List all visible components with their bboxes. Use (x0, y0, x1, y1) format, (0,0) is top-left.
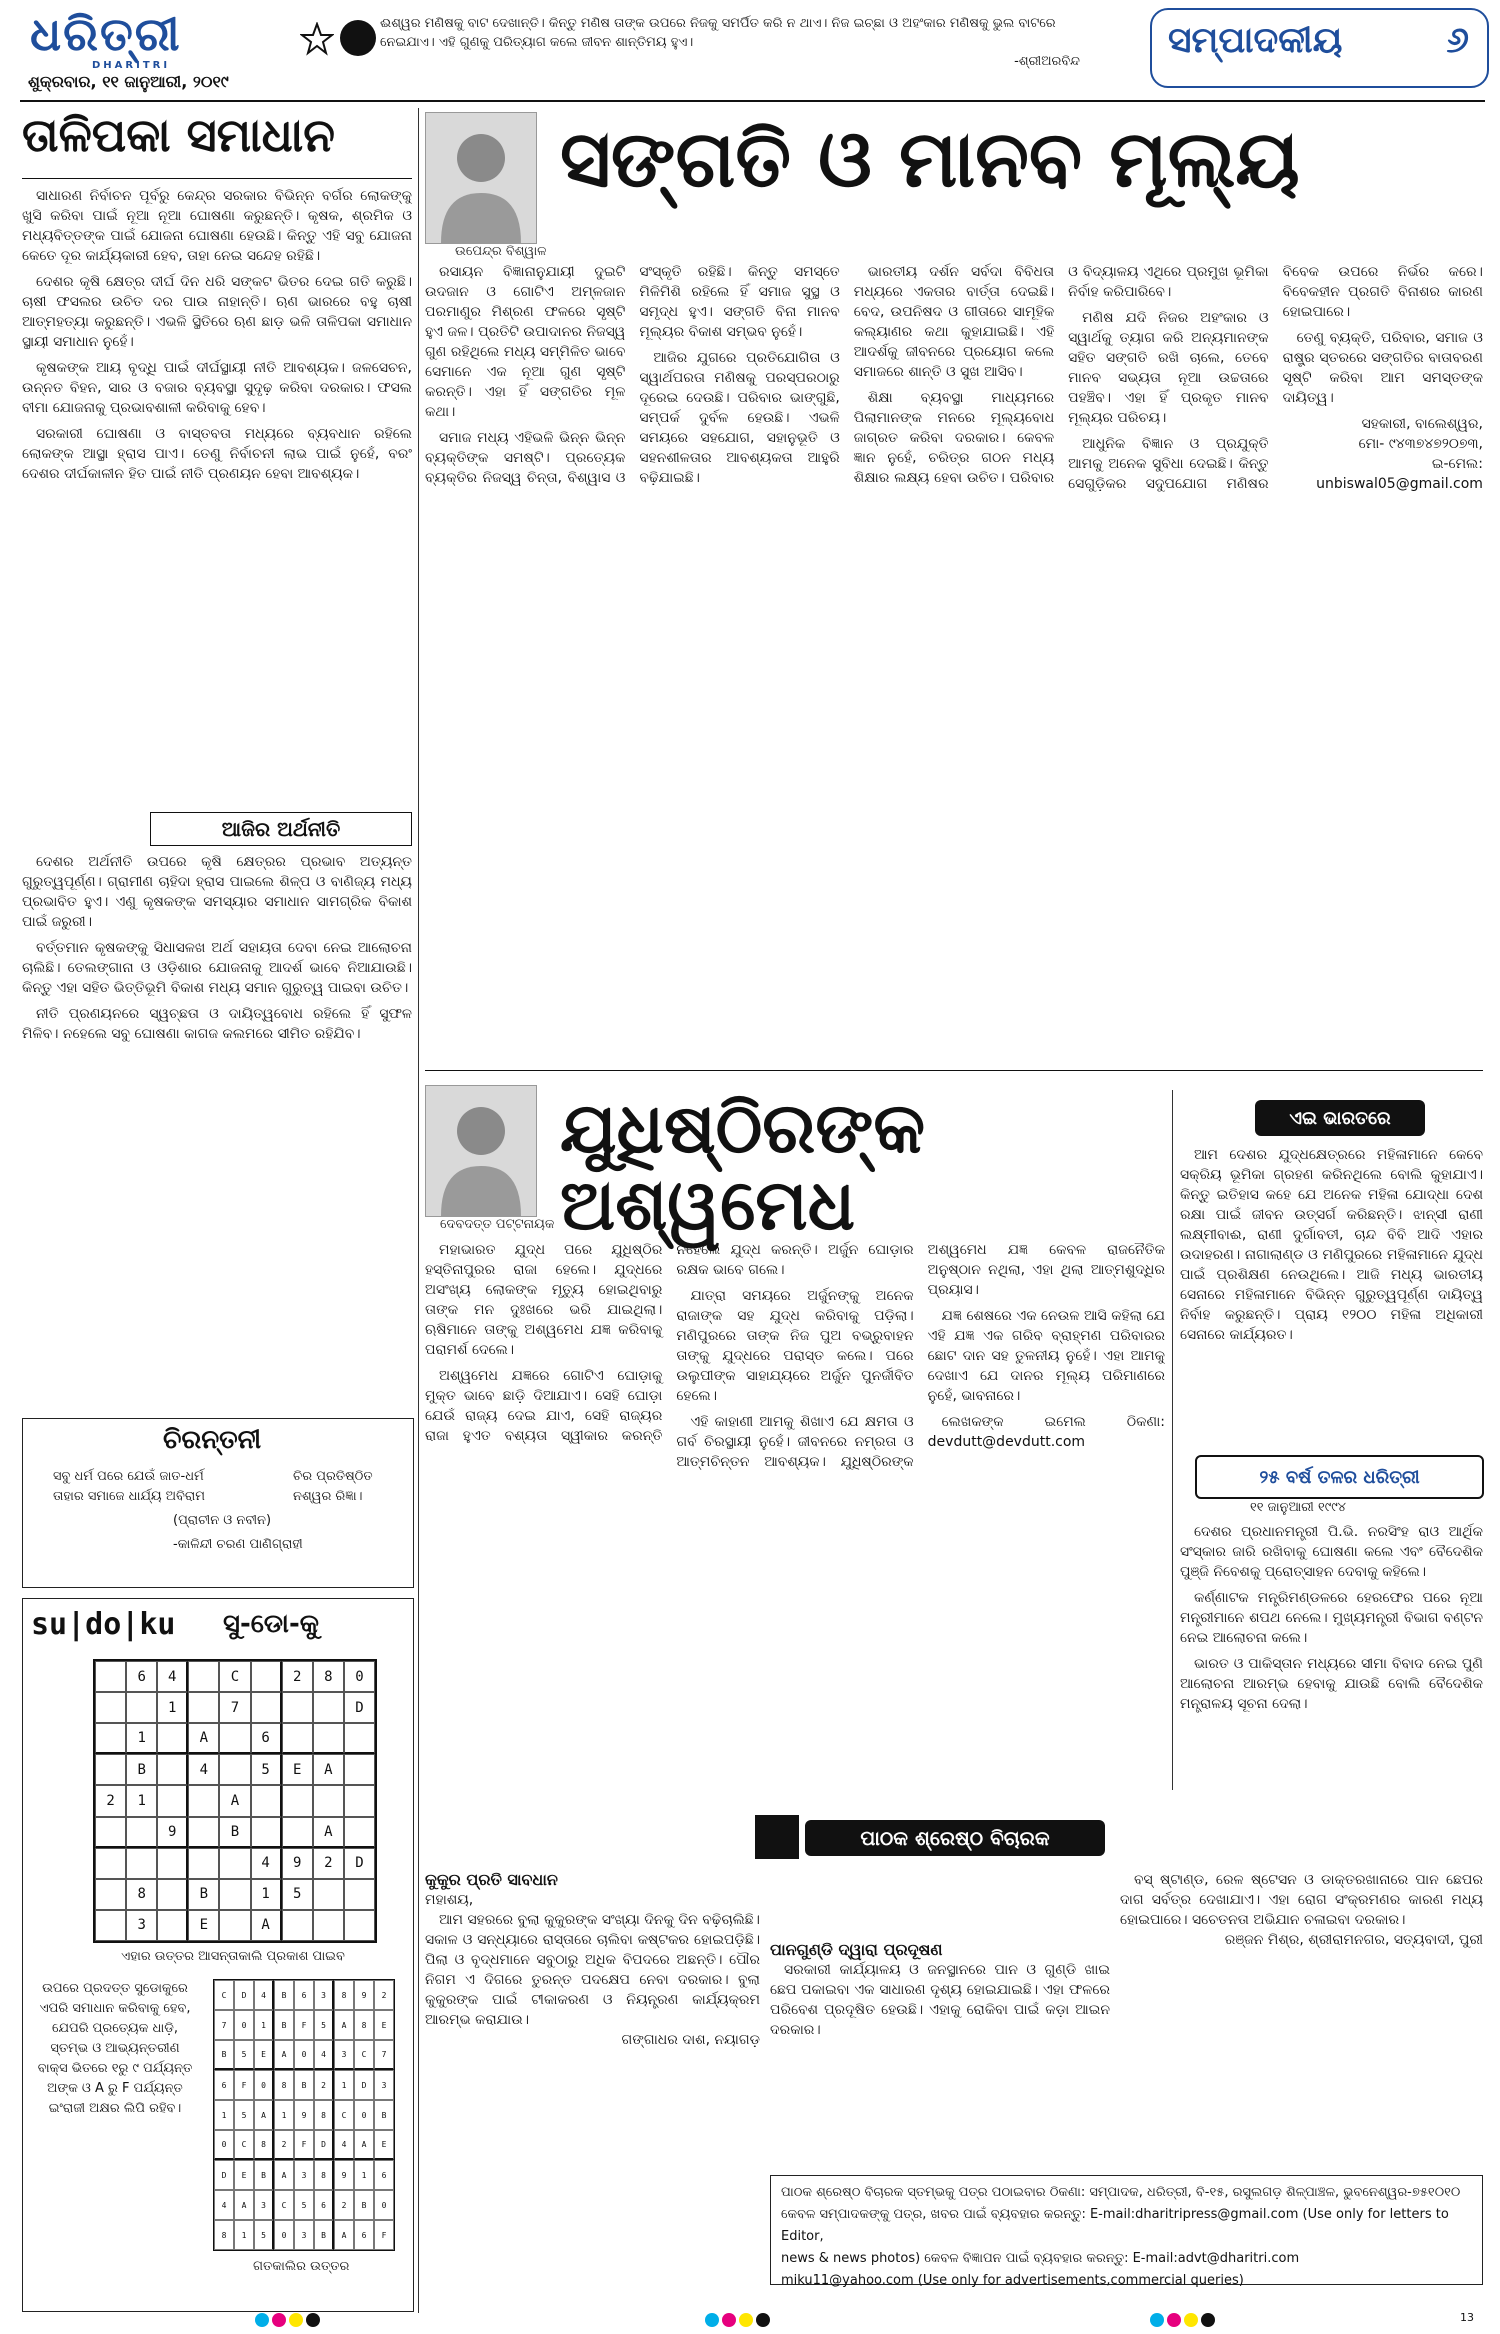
editorial-paragraph: ବର୍ତ୍ତମାନ କୃଷକଙ୍କୁ ସିଧାସଳଖ ଅର୍ଥ ସହାୟତା ଦେବା ନେଇ ଆଲୋଚନା ଚାଲିଛି। ତେଲଙ୍ଗାନା ଓ ଓଡ଼ିଶାର ଯୋଜନାକୁ ଆଦର୍ଶ ଭାବେ ନିଆଯାଉଛି। କିନ୍ତୁ ଏହା ସହିତ ଭିତ୍ତିଭୂମି ବିକାଶ ମଧ୍ୟ ସମାନ ଗୁରୁତ୍ୱ ପାଇବା ଉଚିତ। (22, 940, 412, 996)
sudoku-solution-cell: 8 (254, 2130, 274, 2160)
letter1-body: ଆମ ସହରରେ ବୁଲା କୁକୁରଙ୍କ ସଂଖ୍ୟା ଦିନକୁ ଦିନ ବଢ଼ିଚାଲିଛି। ସକାଳ ଓ ସନ୍ଧ୍ୟାରେ ରାସ୍ତାରେ ଚାଲିବା କଷ୍ଟକର ହୋଇପଡ଼ିଛି। ପିଲା ଓ ବୃଦ୍ଧମାନେ ସବୁଠାରୁ ଅଧିକ ବିପଦରେ ଅଛନ୍ତି। ପୌର ନିଗମ ଏ ଦିଗରେ ତୁରନ୍ତ ପଦକ୍ଷେପ ନେବା ଦରକାର। ବୁଲା କୁକୁରଙ୍କ ପାଇଁ ଟୀକାକରଣ ଓ ନିୟନ୍ତ୍ରଣ କାର୍ଯ୍ୟକ୍ରମ ଆରମ୍ଭ କରାଯାଉ। (425, 1912, 760, 2028)
article2-paragraph: ଯଜ୍ଞ ଶେଷରେ ଏକ ନେଉଳ ଆସି କହିଲା ଯେ ଏହି ଯଜ୍ଞ ଏକ ଗରିବ ବ୍ରାହ୍ମଣ ପରିବାରର ଛୋଟ ଦାନ ସହ ତୁଳନୀୟ ନୁହେଁ। ଏହା ଆମକୁ ଦେଖାଏ ଯେ ଦାନର ମୂଲ୍ୟ ପରିମାଣରେ ନୁହେଁ, ଭାବନାରେ। (927, 1308, 1165, 1404)
sudoku-cell (95, 1817, 126, 1848)
article2-paragraph: ଅଶ୍ୱମେଧ ଯଜ୍ଞରେ ଗୋଟିଏ ଘୋଡ଼ାକୁ ମୁକ୍ତ ଭାବେ ଛାଡ଼ି ଦିଆଯାଏ। ସେହି ଘୋଡ଼ା ଯେଉଁ ରାଜ୍ୟ ଦେଇ ଯାଏ, ସେହି ରାଜ୍ୟର ରାଜା ହୁଏତ ବଶ୍ୟତା ସ୍ୱୀକାର କରନ୍ତି ନହେଲେ ଯୁଦ୍ଧ କରନ୍ତି। ଅର୍ଜୁନ ଘୋଡ଼ାର ରକ୍ଷକ ଭାବେ ଗଲେ। (425, 1242, 914, 1444)
sudoku-solution-cell: A (334, 2010, 354, 2040)
sudoku-solution-cell: 0 (374, 2190, 394, 2220)
sudoku-solution-cell: 5 (254, 2220, 274, 2250)
sudoku-solution-cell: 5 (314, 2010, 334, 2040)
sudoku-cell (282, 1910, 313, 1941)
address-line: କେବଳ ସମ୍ପାଦକଙ୍କୁ ପତ୍ର, ଖବର ପାଇଁ ବ୍ୟବହାର କରନ୍ତୁ: E-mail:dharitripress@gmail.com (Use only for letters to Editor, (781, 2207, 1449, 2244)
magenta-dot-icon (722, 2313, 736, 2327)
section-banner (1150, 8, 1489, 88)
sudoku-solution-cell: 2 (314, 2070, 334, 2100)
sudoku-cell (219, 1754, 250, 1785)
sudoku-cell (95, 1910, 126, 1941)
sudoku-cell (313, 1692, 344, 1723)
sudoku-solution-cell: F (234, 2070, 254, 2100)
sudoku-cell (344, 1754, 375, 1785)
editorial-paragraph: ନୀତି ପ୍ରଣୟନରେ ସ୍ୱଚ୍ଛତା ଓ ଦାୟିତ୍ୱବୋଧ ରହିଲେ ହିଁ ସୁଫଳ ମିଳିବ। ନହେଲେ ସବୁ ଘୋଷଣା କାଗଜ କଲମରେ ସୀମିତ ରହିଯିବ। (22, 1006, 412, 1042)
sudoku-cell (95, 1692, 126, 1723)
sudoku-cell (344, 1817, 375, 1848)
sudoku-solution-cell: D (234, 1980, 254, 2010)
verse-line: ସବୁ ଧର୍ମ ପରେ ଯେଉଁ ଜାତ-ଧର୍ମ (53, 1469, 204, 1484)
sudoku-cell (251, 1692, 282, 1723)
sudoku-solution-cell: 5 (234, 2100, 254, 2130)
anniversary-items (1180, 1522, 1483, 1762)
sudoku-cell: 1 (126, 1785, 157, 1816)
letter3-sign: ରଞ୍ଜନ ମିଶ୍ର, ଶ୍ରୀରାମନଗର, ସତ୍ୟବାଦୀ, ପୁରୀ (1224, 1932, 1483, 1948)
sudoku-cell (157, 1723, 188, 1754)
sudoku-solution-label: ଗତକାଲିର ଉତ୍ତର (253, 2259, 350, 2274)
quote-author: -ଶ୍ରୀଅରବିନ୍ଦ (1014, 54, 1080, 69)
sudoku-solution-cell: 8 (214, 2220, 234, 2250)
sudoku-cell: 9 (282, 1848, 313, 1879)
sudoku-cell: 5 (251, 1754, 282, 1785)
sudoku-solution-cell: 6 (214, 2070, 234, 2100)
sudoku-solution-cell: C (334, 2100, 354, 2130)
sudoku-cell: 3 (126, 1910, 157, 1941)
cyan-dot-icon (705, 2313, 719, 2327)
article1-paragraph: ଭାରତୀୟ ଦର୍ଶନ ସର୍ବଦା ବିବିଧତା ମଧ୍ୟରେ ଏକତାର ବାର୍ତ୍ତା ଦେଇଛି। ବେଦ, ଉପନିଷଦ ଓ ଗୀତାରେ ସାମୂହିକ କଲ୍ୟାଣର କଥା କୁହାଯାଇଛି। ଏହି ଆଦର୍ଶକୁ ଜୀବନରେ ପ୍ରୟୋଗ କଲେ ସମାଜରେ ଶାନ୍ତି ଓ ସୁଖ ଆସିବ। (853, 264, 1055, 380)
sudoku-solution-cell: 7 (374, 2040, 394, 2070)
sudoku-cell (344, 1879, 375, 1910)
sudoku-cell (188, 1785, 219, 1816)
sudoku-cell (95, 1879, 126, 1910)
sudoku-cell (282, 1723, 313, 1754)
sudoku-cell: B (219, 1817, 250, 1848)
anniversary-date: ୧୧ ଜାନୁଆରୀ ୧୯୯୪ (1250, 1500, 1347, 1515)
article1-paragraph: ରସାୟନ ବିଜ୍ଞାନାନୁଯାୟୀ ଦୁଇଟି ଉଦଜାନ ଓ ଗୋଟିଏ ଅମ୍ଳଜାନ ପରମାଣୁର ମିଶ୍ରଣ ଫଳରେ ସୃଷ୍ଟି ହୁଏ ଜଳ। ପ୍ରତିଟି ଉପାଦାନର ନିଜସ୍ୱ ଗୁଣ ରହିଥିଲେ ମଧ୍ୟ ସମ୍ମିଳିତ ଭାବେ ସେମାନେ ଏକ ନୂଆ ଗୁଣ ସୃଷ୍ଟି କରନ୍ତି। ଏହା ହିଁ ସଙ୍ଗତିର ମୂଳ କଥା। (425, 264, 626, 420)
sudoku-cell (157, 1910, 188, 1941)
sudoku-solution-cell: 9 (334, 2160, 354, 2190)
ei-bharat-banner: ଏଇ ଭାରତରେ (1255, 1100, 1425, 1136)
letters-banner: ପାଠକ ଶ୍ରେଷ୍ଠ ବିଚାରକ (805, 1820, 1105, 1856)
sudoku-solution-cell: 5 (234, 2040, 254, 2070)
sudoku-solution-cell: 3 (334, 2040, 354, 2070)
sudoku-cell (157, 1848, 188, 1879)
column-divider (1172, 1090, 1173, 1790)
article1-paragraph: ଶିକ୍ଷା ବ୍ୟବସ୍ଥା ମାଧ୍ୟମରେ ପିଲାମାନଙ୍କ ମନରେ ମୂଲ୍ୟବୋଧ ଜାଗ୍ରତ କରିବା ଦରକାର। କେବଳ ଜ୍ଞାନ ନୁହେଁ, ଚରିତ୍ର ଗଠନ ମଧ୍ୟ ଶିକ୍ଷାର ଲକ୍ଷ୍ୟ ହେବା ଉଚିତ। ପରିବାର ଓ ବିଦ୍ୟାଳୟ ଏଥିରେ ପ୍ରମୁଖ ଭୂମିକା ନିର୍ବାହ କରିପାରିବେ। (853, 264, 1269, 486)
sudoku-cell: E (188, 1910, 219, 1941)
sudoku-cell (188, 1661, 219, 1692)
sudoku-answer-note: ଏହାର ଉତ୍ତର ଆସନ୍ତାକାଲି ପ୍ରକାଶ ପାଇବ (121, 1949, 345, 1964)
top-quote (380, 14, 1080, 71)
sudoku-cell (219, 1723, 250, 1754)
article-divider (425, 1070, 1483, 1071)
letter2-body: ସରକାରୀ କାର୍ଯ୍ୟାଳୟ ଓ ଜନସ୍ଥାନରେ ପାନ ଓ ଗୁଣ୍ଡି ଖାଇ ଛେପ ପକାଇବା ଏକ ସାଧାରଣ ଦୃଶ୍ୟ ହୋଇଯାଇଛି। ଏହା ଫଳରେ ପରିବେଶ ପ୍ରଦୂଷିତ ହେଉଛି। ଏହାକୁ ରୋକିବା ପାଇଁ କଡ଼ା ଆଇନ ଦରକାର। (770, 1962, 1110, 2038)
seal-emblem-icon (340, 20, 376, 56)
sudoku-cell (313, 1723, 344, 1754)
person-icon (426, 113, 536, 243)
sudoku-cell (188, 1848, 219, 1879)
sudoku-solution-cell: 8 (314, 2160, 334, 2190)
sudoku-cell: 2 (282, 1661, 313, 1692)
anniversary-label: ୨୫ ବର୍ଷ ତଳର ଧରିତ୍ରୀ (1195, 1455, 1484, 1499)
article1-paragraph: ତେଣୁ ବ୍ୟକ୍ତି, ପରିବାର, ସମାଜ ଓ ରାଷ୍ଟ୍ର ସ୍ତରରେ ସଙ୍ଗତିର ବାତାବରଣ ସୃଷ୍ଟି କରିବା ଆମ ସମସ୍ତଙ୍କ ଦାୟିତ୍ୱ। (1282, 330, 1483, 406)
article1-headline: ସଙ୍ଗତି ଓ ମାନବ ମୂଲ୍ୟ (560, 115, 1300, 205)
quote-text: ଈଶ୍ୱର ମଣିଷକୁ ବାଟ ଦେଖାନ୍ତି। କିନ୍ତୁ ମଣିଷ ତାଙ୍କ ଉପରେ ନିଜକୁ ସମର୍ପିତ କରି ନ ଥାଏ। ନିଜ ଇଚ୍ଛା ଓ ଅହଂକାର ମଣିଷକୁ ଭୁଲ ବାଟରେ ନେଇଯାଏ। ଏହି ଗୁଣକୁ ପରିତ୍ୟାଗ କଲେ ଜୀବନ ଶାନ୍ତିମୟ ହୁଏ। (380, 16, 1056, 50)
sudoku-solution-cell: 0 (354, 2100, 374, 2130)
sudoku-grid (93, 1659, 377, 1943)
sudoku-solution-cell: C (214, 1980, 234, 2010)
article1-contact-email: ଇ-ମେଲ: unbiswal05@gmail.com (1316, 456, 1483, 492)
magenta-dot-icon (1167, 2313, 1181, 2327)
sudoku-box (22, 1598, 414, 2312)
article2-headline: ଯୁଧିଷ୍ଠିରଙ୍କ ଅଶ୍ୱମେଧ (560, 1087, 926, 1246)
dateline: ଶୁକ୍ରବାର, ୧୧ ଜାନୁଆରୀ, ୨୦୧୯ (28, 72, 229, 91)
sudoku-solution-cell: B (314, 2220, 334, 2250)
sudoku-cell (344, 1723, 375, 1754)
sudoku-solution-cell: C (354, 2040, 374, 2070)
author-photo (425, 112, 537, 244)
sudoku-cell: E (282, 1754, 313, 1785)
print-registration-strip (0, 2305, 1500, 2334)
sudoku-solution-cell: 0 (214, 2130, 234, 2160)
letter-2 (770, 1870, 1110, 2070)
sudoku-solution-cell: E (374, 2010, 394, 2040)
article1-paragraph: ଆଜିର ଯୁଗରେ ପ୍ରତିଯୋଗିତା ଓ ସ୍ୱାର୍ଥପରତା ମଣିଷକୁ ପରସ୍ପରଠାରୁ ଦୂରେଇ ଦେଉଛି। ପରିବାର ଭାଙ୍ଗୁଛି, ସମ୍ପର୍କ ଦୁର୍ବଳ ହେଉଛି। ଏଭଳି ସମୟରେ ସହଯୋଗ, ସହାନୁଭୂତି ଓ ସହନଶୀଳତାର ଆବଶ୍ୟକତା ଆହୁରି ବଢ଼ିଯାଇଛି। (639, 350, 840, 486)
sudoku-solution-cell: 0 (274, 2220, 294, 2250)
sudoku-cell (282, 1692, 313, 1723)
sudoku-solution-cell: 3 (374, 2070, 394, 2100)
sudoku-solution-cell: D (214, 2160, 234, 2190)
sudoku-cell: 5 (282, 1879, 313, 1910)
sudoku-solution-cell: 3 (294, 2220, 314, 2250)
article1-paragraph: ସମାଜ ମଧ୍ୟ ଏହିଭଳି ଭିନ୍ନ ଭିନ୍ନ ବ୍ୟକ୍ତିଙ୍କ ସମଷ୍ଟି। ପ୍ରତ୍ୟେକ ବ୍ୟକ୍ତିର ନିଜସ୍ୱ ଚିନ୍ତା, ବିଶ୍ୱାସ ଓ ସଂସ୍କୃତି ରହିଛି। କିନ୍ତୁ ସମସ୍ତେ ମିଳିମିଶି ରହିଲେ ହିଁ ସମାଜ ସୁସ୍ଥ ଓ ସମୃଦ୍ଧ ହୁଏ। ସଙ୍ଗତି ବିନା ମାନବ ମୂଲ୍ୟର ବିକାଶ ସମ୍ଭବ ନୁହେଁ। (425, 264, 840, 486)
sudoku-solution-cell: A (274, 2160, 294, 2190)
sudoku-cell: 4 (157, 1661, 188, 1692)
sudoku-instructions: ଉପରେ ପ୍ରଦତ୍ତ ସୁଡୋକୁରେ ଏପରି ସମାଧାନ କରିବାକୁ ହେବ, ଯେପରି ପ୍ରତ୍ୟେକ ଧାଡ଼ି, ସ୍ତମ୍ଭ ଓ ଆଭ୍ୟନ୍ତରୀଣ ବାକ୍ସ ଭିତରେ ୧ରୁ ୯ ପର୍ଯ୍ୟନ୍ତ ଅଙ୍କ ଓ A ରୁ F ପର୍ଯ୍ୟନ୍ତ ଇଂରାଜୀ ଅକ୍ଷର ଲିପି ରହିବ। (37, 1981, 193, 2116)
sudoku-solution-cell: E (234, 2160, 254, 2190)
logo-text: ଧରିତ୍ରୀ (30, 7, 182, 61)
sudoku-solution-cell: B (274, 1980, 294, 2010)
chirantani-verse-left (53, 1467, 253, 1507)
letter1-sign: ଗଙ୍ଗାଧର ଦାଶ, ନୟାଗଡ଼ (621, 2032, 760, 2048)
editorial-paragraph: ଦେଶର କୃଷି କ୍ଷେତ୍ର ଦୀର୍ଘ ଦିନ ଧରି ସଙ୍କଟ ଭିତର ଦେଇ ଗତି କରୁଛି। ଚାଷୀ ଫସଲର ଉଚିତ ଦର ପାଉ ନାହାନ୍ତି। ଋଣ ଭାରରେ ବହୁ ଚାଷୀ ଆତ୍ମହତ୍ୟା କରୁଛନ୍ତି। ଏଭଳି ସ୍ଥିତିରେ ଋଣ ଛାଡ଼ ଭଳି ତାଳିପକା ସମାଧାନ ସ୍ଥାୟୀ ସମାଧାନ ନୁହେଁ। (22, 274, 412, 350)
sudoku-cell: B (188, 1879, 219, 1910)
star-emblem-icon (300, 22, 334, 56)
sudoku-cell: 1 (157, 1692, 188, 1723)
sudoku-solution-cell: 8 (334, 1980, 354, 2010)
magenta-dot-icon (272, 2313, 286, 2327)
yellow-dot-icon (1184, 2313, 1198, 2327)
article2-paragraph: ଯାତ୍ରା ସମୟରେ ଅର୍ଜୁନଙ୍କୁ ଅନେକ ରାଜାଙ୍କ ସହ ଯୁଦ୍ଧ କରିବାକୁ ପଡ଼ିଲା। ମଣିପୁରରେ ତାଙ୍କ ନିଜ ପୁଅ ବଭ୍ରୁବାହନ ତାଙ୍କୁ ଯୁଦ୍ଧରେ ପରାସ୍ତ କଲେ। ପରେ ଉଲୁପୀଙ୍କ ସାହାଯ୍ୟରେ ଅର୍ଜୁନ ପୁନର୍ଜୀବିତ ହେଲେ। (676, 1288, 914, 1404)
sudoku-solution-cell: B (294, 2070, 314, 2100)
article2-paragraph: ମହାଭାରତ ଯୁଦ୍ଧ ପରେ ଯୁଧିଷ୍ଠିର ହସ୍ତିନାପୁରର ରାଜା ହେଲେ। ଯୁଦ୍ଧରେ ଅସଂଖ୍ୟ ଲୋକଙ୍କ ମୃତ୍ୟୁ ହୋଇଥିବାରୁ ତାଙ୍କ ମନ ଦୁଃଖରେ ଭରି ଯାଇଥିଲା। ଋଷିମାନେ ତାଙ୍କୁ ଅଶ୍ୱମେଧ ଯଜ୍ଞ କରିବାକୁ ପରାମର୍ଶ ଦେଲେ। (425, 1242, 663, 1358)
sudoku-solution-cell: 1 (334, 2070, 354, 2100)
sudoku-solution-cell: 1 (234, 2220, 254, 2250)
sudoku-cell (219, 1910, 250, 1941)
verse-line: ତାହାର ସମାଜେ ଧାର୍ଯ୍ୟ ଅବିରାମ (53, 1489, 205, 1504)
letters-address-box (770, 2175, 1483, 2288)
letter1-salutation: ମହାଶୟ, (425, 1892, 474, 1908)
person-icon (426, 1086, 536, 1216)
sudoku-solution-cell: 2 (374, 1980, 394, 2010)
sudoku-solution-cell: 8 (274, 2070, 294, 2100)
article2-author: ଦେବଦତ୍ତ ପଟ୍ଟନାୟକ (440, 1217, 555, 1232)
sudoku-cell: A (313, 1754, 344, 1785)
sudoku-cell: 1 (126, 1723, 157, 1754)
sudoku-solution-cell: 8 (354, 2010, 374, 2040)
sudoku-solution-cell: B (354, 2190, 374, 2220)
sudoku-cell: 4 (251, 1848, 282, 1879)
verse-line: ନଶ୍ୱର ରିଜ୍ଞା। (293, 1489, 363, 1504)
cyan-dot-icon (255, 2313, 269, 2327)
article2-body (425, 1240, 1165, 1800)
sudoku-cell (313, 1910, 344, 1941)
sudoku-cell: D (344, 1848, 375, 1879)
anniversary-item: ଦେଶର ପ୍ରଧାନମନ୍ତ୍ରୀ ପି.ଭି. ନରସିଂହ ରାଓ ଆର୍ଥିକ ସଂସ୍କାର ଜାରି ରଖିବାକୁ ଘୋଷଣା କଲେ ଏବଂ ବୈଦେଶିକ ପୁଞ୍ଜି ନିବେଶକୁ ପ୍ରୋତ୍ସାହନ ଦେବାକୁ କହିଲେ। (1180, 1524, 1483, 1580)
column-divider (418, 108, 419, 2313)
sudoku-solution-cell: 0 (234, 2010, 254, 2040)
sudoku-cell (344, 1785, 375, 1816)
sudoku-solution-cell: 2 (334, 2190, 354, 2220)
anniversary-item: କର୍ଣ୍ଣାଟକ ମନ୍ତ୍ରିମଣ୍ଡଳରେ ହେରଫେର ପରେ ନୂଆ ମନ୍ତ୍ରୀମାନେ ଶପଥ ନେଲେ। ମୁଖ୍ୟମନ୍ତ୍ରୀ ବିଭାଗ ବଣ୍ଟନ ନେଇ ଆଲୋଚନା କଲେ। (1180, 1590, 1483, 1646)
sudoku-cell: C (219, 1661, 250, 1692)
sudoku-solution-cell: C (274, 2190, 294, 2220)
sudoku-cell: 0 (344, 1661, 375, 1692)
sudoku-cell: 6 (251, 1723, 282, 1754)
article1-contact-place: ସହକାରୀ, ବାଲେଶ୍ୱର, (1361, 416, 1483, 432)
sudoku-cell: 6 (126, 1661, 157, 1692)
sudoku-cell: A (219, 1785, 250, 1816)
editorial-headline: ତାଳିପକା ସମାଧାନ (22, 108, 335, 162)
sudoku-cell (95, 1661, 126, 1692)
article1-paragraph: ଆଧୁନିକ ବିଜ୍ଞାନ ଓ ପ୍ରଯୁକ୍ତି ଆମକୁ ଅନେକ ସୁବିଧା ଦେଇଛି। କିନ୍ତୁ ସେଗୁଡ଼ିକର ସଦୁପଯୋଗ ମଣିଷର ବିବେକ ଉପରେ ନିର୍ଭର କରେ। ବିବେକହୀନ ପ୍ରଗତି ବିନାଶର କାରଣ ହୋଇପାରେ। (1068, 264, 1483, 492)
sudoku-solution-cell: 4 (214, 2190, 234, 2220)
sudoku-solution-cell: A (354, 2130, 374, 2160)
black-dot-icon (306, 2313, 320, 2327)
letter-1 (425, 1870, 760, 2290)
sudoku-cell (188, 1692, 219, 1723)
sudoku-cell: D (344, 1692, 375, 1723)
sudoku-cell (251, 1785, 282, 1816)
address-line: ପାଠକ ଶ୍ରେଷ୍ଠ ବିଚାରକ ସ୍ତମ୍ଭକୁ ପତ୍ର ପଠାଇବାର ଠିକଣା: ସମ୍ପାଦକ, ଧରିତ୍ରୀ, ବି-୧୫, ରସୁଲଗଡ଼ ଶିଳ୍ପାଞ୍ଚଳ, ଭୁବନେଶ୍ୱର-୭୫୧୦୧୦ (781, 2185, 1461, 2200)
sudoku-solution-grid (213, 1979, 395, 2251)
sudoku-solution-cell: 2 (274, 2130, 294, 2160)
section-title: ସମ୍ପାଦକୀୟ (1168, 20, 1343, 61)
anniversary-item: ଭାରତ ଓ ପାକିସ୍ତାନ ମଧ୍ୟରେ ସୀମା ବିବାଦ ନେଇ ପୁଣି ଆଲୋଚନା ଆରମ୍ଭ ହେବାକୁ ଯାଉଛି ବୋଲି ବୈଦେଶିକ ମନ୍ତ୍ରାଳୟ ସୂଚନା ଦେଲା। (1180, 1656, 1483, 1712)
black-dot-icon (756, 2313, 770, 2327)
sudoku-solution-cell: 7 (214, 2010, 234, 2040)
sudoku-solution-cell: 5 (294, 2190, 314, 2220)
sudoku-cell (95, 1723, 126, 1754)
chirantani-note: (ପ୍ରାଚୀନ ଓ ନବୀନ) (173, 1513, 272, 1528)
sudoku-solution-cell: 6 (314, 2190, 334, 2220)
sudoku-solution-cell: 6 (294, 1980, 314, 2010)
chirantani-box (22, 1418, 414, 1588)
sudoku-solution-cell: E (254, 2040, 274, 2070)
article1-author: ଉପେନ୍ଦ୍ର ବିଶ୍ୱାଳ (455, 244, 547, 259)
letter2-title: ପାନଗୁଣ୍ଡି ଦ୍ୱାରା ପ୍ରଦୂଷଣ (770, 1940, 943, 1959)
article1-paragraph: ମଣିଷ ଯଦି ନିଜର ଅହଂକାର ଓ ସ୍ୱାର୍ଥକୁ ତ୍ୟାଗ କରି ଅନ୍ୟମାନଙ୍କ ସହିତ ସଙ୍ଗତି ରଖି ଚାଲେ, ତେବେ ମାନବ ସଭ୍ୟତା ନୂଆ ଉଚ୍ଚତାରେ ପହଞ୍ଚିବ। ଏହା ହିଁ ପ୍ରକୃତ ମାନବ ମୂଲ୍ୟର ପରିଚୟ। (1068, 310, 1269, 426)
sudoku-solution-cell: 0 (254, 2070, 274, 2100)
editorial-paragraph: ସାଧାରଣ ନିର୍ବାଚନ ପୂର୍ବରୁ କେନ୍ଦ୍ର ସରକାର ବିଭିନ୍ନ ବର୍ଗର ଲୋକଙ୍କୁ ଖୁସି କରିବା ପାଇଁ ନୂଆ ନୂଆ ଘୋଷଣା କରୁଛନ୍ତି। କୃଷକ, ଶ୍ରମିକ ଓ ମଧ୍ୟବିତ୍ତଙ୍କ ପାଇଁ ଯୋଜନା ଘୋଷଣା ହେଉଛି। କିନ୍ତୁ ଏହି ସବୁ ଯୋଜନା କେତେ ଦୂର କାର୍ଯ୍ୟକାରୀ ହେବ, ତାହା ନେଇ ସନ୍ଦେହ ରହିଛି। (22, 188, 412, 264)
sudoku-cell: 4 (188, 1754, 219, 1785)
sudoku-cell: B (126, 1754, 157, 1785)
sudoku-solution-cell: F (374, 2220, 394, 2250)
letters-icon (755, 1815, 799, 1859)
sudoku-cell: A (251, 1910, 282, 1941)
sudoku-solution-cell: A (254, 2100, 274, 2130)
sudoku-label-en: su|do|ku (31, 1607, 176, 1642)
editorial-body-2 (22, 852, 412, 1412)
masthead-divider (20, 100, 1485, 102)
letter1-title: କୁକୁର ପ୍ରତି ସାବଧାନ (425, 1870, 558, 1889)
sudoku-solution-cell: 1 (354, 2160, 374, 2190)
sudoku-solution-cell: D (354, 2070, 374, 2100)
sudoku-cell (282, 1817, 313, 1848)
ei-bharat-body (1180, 1145, 1483, 1445)
sudoku-cell (157, 1879, 188, 1910)
verse-line: ଚିର ପ୍ରତିଷ୍ଠିତ (293, 1469, 373, 1484)
yellow-dot-icon (289, 2313, 303, 2327)
dharitri-logo (30, 8, 195, 72)
sudoku-cell (95, 1754, 126, 1785)
article1-contact-phone: ମୋ- ୯୪୩୭୪୭୨୦୭୩, (1358, 436, 1483, 452)
cyan-dot-icon (1150, 2313, 1164, 2327)
sudoku-solution-cell: B (254, 2160, 274, 2190)
editorial-paragraph: ଦେଶର ଅର୍ଥନୀତି ଉପରେ କୃଷି କ୍ଷେତ୍ରର ପ୍ରଭାବ ଅତ୍ୟନ୍ତ ଗୁରୁତ୍ୱପୂର୍ଣ୍ଣ। ଗ୍ରାମୀଣ ଚାହିଦା ହ୍ରାସ ପାଇଲେ ଶିଳ୍ପ ଓ ବାଣିଜ୍ୟ ମଧ୍ୟ ପ୍ରଭାବିତ ହୁଏ। ଏଣୁ କୃଷକଙ୍କ ସମସ୍ୟାର ସମାଧାନ ସାମଗ୍ରିକ ବିକାଶ ପାଇଁ ଜରୁରୀ। (22, 854, 412, 930)
sudoku-solution-cell: A (234, 2190, 254, 2220)
sudoku-solution-cell: 4 (254, 1980, 274, 2010)
editorial-subhead: ଆଜିର ଅର୍ଥନୀତି (150, 812, 412, 846)
page-number: ୬ (1446, 20, 1469, 61)
sudoku-solution-cell: 8 (314, 2100, 334, 2130)
editorial-divider (22, 178, 412, 179)
sudoku-solution-cell: B (374, 2100, 394, 2130)
sudoku-solution-cell: D (314, 2130, 334, 2160)
chirantani-verse-right (293, 1467, 403, 1507)
sudoku-cell: 8 (313, 1661, 344, 1692)
sudoku-solution-cell: 3 (294, 2160, 314, 2190)
sudoku-solution-cell: 3 (314, 1980, 334, 2010)
address-line: news & news photos) କେବଳ ବିଜ୍ଞାପନ ପାଇଁ ବ୍ୟବହାର କରନ୍ତୁ: E-mail:advt@dharitri.com (781, 2251, 1300, 2266)
sudoku-cell (251, 1817, 282, 1848)
author2-photo (425, 1085, 537, 1217)
sudoku-cell: A (313, 1817, 344, 1848)
sudoku-cell (282, 1785, 313, 1816)
sudoku-solution-cell: 3 (254, 2190, 274, 2220)
sudoku-solution-cell: 6 (374, 2160, 394, 2190)
sudoku-cell (313, 1879, 344, 1910)
sudoku-cell (313, 1785, 344, 1816)
sudoku-solution-cell: C (234, 2130, 254, 2160)
letter3-body: ବସ୍ ଷ୍ଟାଣ୍ଡ, ରେଳ ଷ୍ଟେସନ ଓ ଡାକ୍ତରଖାନାରେ ପାନ ଛେପର ଦାଗ ସର୍ବତ୍ର ଦେଖାଯାଏ। ଏହା ରୋଗ ସଂକ୍ରମଣର କାରଣ ମଧ୍ୟ ହୋଇପାରେ। ସଚେତନତା ଅଭିଯାନ ଚଳାଇବା ଦରକାର। (1120, 1872, 1483, 1928)
sudoku-cell (157, 1785, 188, 1816)
sudoku-solution-cell: 9 (354, 1980, 374, 2010)
sudoku-solution-cell: 0 (294, 2040, 314, 2070)
sudoku-solution-cell: 1 (214, 2100, 234, 2130)
ei-bharat-text: ଆମ ଦେଶର ଯୁଦ୍ଧକ୍ଷେତ୍ରରେ ମହିଳାମାନେ କେବେ ସକ୍ରିୟ ଭୂମିକା ଗ୍ରହଣ କରିନଥିଲେ ବୋଲି କୁହାଯାଏ। କିନ୍ତୁ ଇତିହାସ କହେ ଯେ ଅନେକ ମହିଳା ଯୋଦ୍ଧା ଦେଶ ରକ୍ଷା ପାଇଁ ଜୀବନ ଉତ୍ସର୍ଗ କରିଛନ୍ତି। ଝାନ୍ସୀ ରାଣୀ ଲକ୍ଷ୍ମୀବାଈ, ରାଣୀ ଦୁର୍ଗାବତୀ, ଚାନ୍ଦ ବିବି ଆଦି ଏହାର ଉଦାହରଣ। ନାଗାଲାଣ୍ଡ ଓ ମଣିପୁରରେ ମହିଳାମାନେ ଯୁଦ୍ଧ ପାଇଁ ପ୍ରଶିକ୍ଷଣ ନେଉଥିଲେ। ଆଜି ମଧ୍ୟ ଭାରତୀୟ ସେନାରେ ମହିଳାମାନେ ବିଭିନ୍ନ ଗୁରୁତ୍ୱପୂର୍ଣ୍ଣ ଦାୟିତ୍ୱ ନିର୍ବାହ କରୁଛନ୍ତି। ପ୍ରାୟ ୧୨୦୦ ମହିଳା ଅଧିକାରୀ ସେନାରେ କାର୍ଯ୍ୟରତ। (1180, 1147, 1483, 1343)
editorial-body (22, 186, 412, 806)
sudoku-solution-cell: 1 (254, 2010, 274, 2040)
sudoku-cell: 2 (313, 1848, 344, 1879)
editorial-paragraph: କୃଷକଙ୍କ ଆୟ ବୃଦ୍ଧି ପାଇଁ ଦୀର୍ଘସ୍ଥାୟୀ ନୀତି ଆବଶ୍ୟକ। ଜଳସେଚନ, ଉନ୍ନତ ବିହନ, ସାର ଓ ବଜାର ବ୍ୟବସ୍ଥା ସୁଦୃଢ଼ କରିବା ଦରକାର। ଫସଲ ବୀମା ଯୋଜନାକୁ ପ୍ରଭାବଶାଳୀ କରିବାକୁ ହେବ। (22, 360, 412, 416)
sudoku-solution-cell: 4 (314, 2040, 334, 2070)
sudoku-cell: 7 (219, 1692, 250, 1723)
sudoku-solution-cell: 6 (354, 2220, 374, 2250)
sudoku-cell: A (188, 1723, 219, 1754)
sudoku-cell (126, 1817, 157, 1848)
sudoku-cell (188, 1817, 219, 1848)
article2-paragraph: ଏହି କାହାଣୀ ଆମକୁ ଶିଖାଏ ଯେ କ୍ଷମତା ଓ ଗର୍ବ ଚିରସ୍ଥାୟୀ ନୁହେଁ। ଜୀବନରେ ନମ୍ରତା ଓ ଆତ୍ମଚିନ୍ତନ ଆବଶ୍ୟକ। ଯୁଧିଷ୍ଠିରଙ୍କ ଅଶ୍ୱମେଧ ଯଜ୍ଞ କେବଳ ରାଜନୈତିକ ଅନୁଷ୍ଠାନ ନଥିଲା, ଏହା ଥିଲା ଆତ୍ମଶୁଦ୍ଧିର ପ୍ରୟାସ। (676, 1242, 1165, 1470)
sudoku-cell (219, 1848, 250, 1879)
sudoku-cell (95, 1848, 126, 1879)
letter-3 (1120, 1870, 1483, 2070)
sudoku-solution-cell: A (274, 2040, 294, 2070)
sudoku-solution-cell: E (374, 2130, 394, 2160)
sudoku-cell (157, 1754, 188, 1785)
sudoku-cell (126, 1692, 157, 1723)
sudoku-cell (344, 1910, 375, 1941)
sudoku-cell: 9 (157, 1817, 188, 1848)
logo-subtitle: DHARITRI (92, 60, 171, 71)
sudoku-label-or: ସୁ-ଡୋ-କୁ (223, 1609, 319, 1639)
chirantani-author: -କାଳିନ୍ଦୀ ଚରଣ ପାଣିଗ୍ରାହୀ (173, 1537, 303, 1552)
sudoku-solution-cell: F (294, 2130, 314, 2160)
sudoku-solution-cell: A (334, 2220, 354, 2250)
sudoku-solution-cell: B (214, 2040, 234, 2070)
page-marker: 13 (1460, 2311, 1474, 2324)
sudoku-solution-cell: F (294, 2010, 314, 2040)
sudoku-cell: 8 (126, 1879, 157, 1910)
sudoku-solution-cell: 4 (334, 2130, 354, 2160)
yellow-dot-icon (739, 2313, 753, 2327)
sudoku-cell: 1 (251, 1879, 282, 1910)
sudoku-cell (219, 1879, 250, 1910)
sudoku-cell (251, 1661, 282, 1692)
sudoku-solution-cell: B (274, 2010, 294, 2040)
article2-paragraph: ଲେଖକଙ୍କ ଇମେଲ ଠିକଣା: devdutt@devdutt.com (927, 1414, 1165, 1450)
sudoku-solution-cell: 1 (274, 2100, 294, 2130)
editorial-paragraph: ସରକାରୀ ଘୋଷଣା ଓ ବାସ୍ତବତା ମଧ୍ୟରେ ବ୍ୟବଧାନ ରହିଲେ ଲୋକଙ୍କ ଆସ୍ଥା ହ୍ରାସ ପାଏ। ତେଣୁ ନିର୍ବାଚନୀ ଲାଭ ପାଇଁ ନୁହେଁ, ବରଂ ଦେଶର ଦୀର୍ଘକାଳୀନ ହିତ ପାଇଁ ନୀତି ପ୍ରଣୟନ ହେବା ଆବଶ୍ୟକ। (22, 426, 412, 482)
address-line: miku11@yahoo.com (Use only for advertisements,commercial queries) (781, 2273, 1244, 2288)
chirantani-title: ଚିରନ୍ତନୀ (163, 1425, 262, 1455)
sudoku-cell (126, 1848, 157, 1879)
sudoku-solution-cell: 9 (294, 2100, 314, 2130)
sudoku-cell: 2 (95, 1785, 126, 1816)
black-dot-icon (1201, 2313, 1215, 2327)
